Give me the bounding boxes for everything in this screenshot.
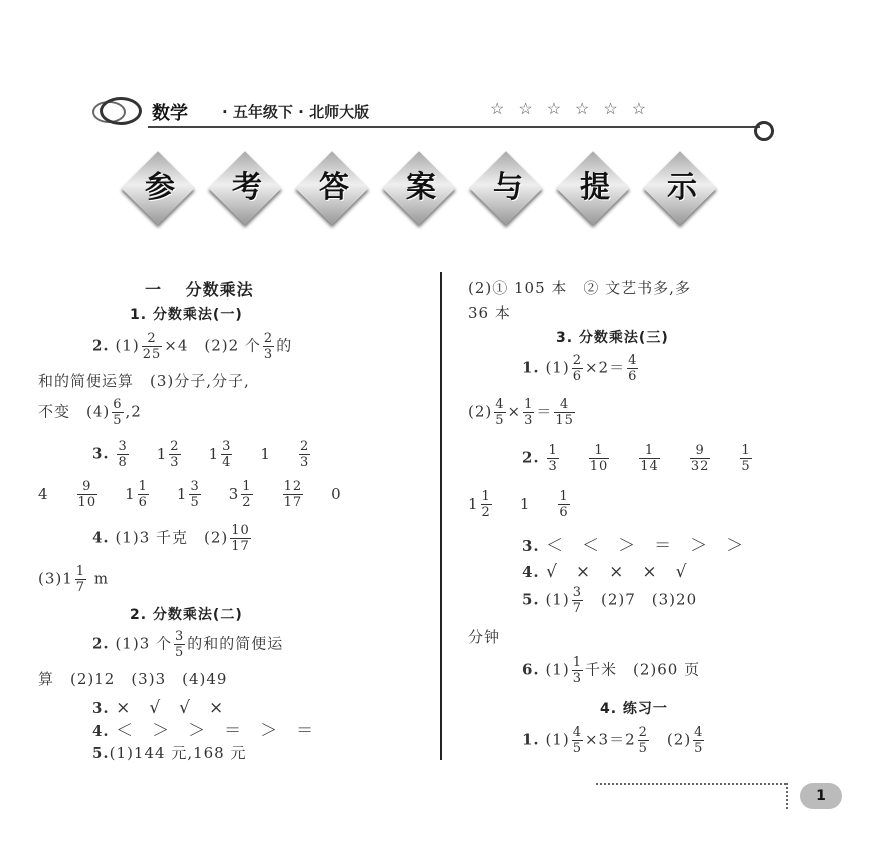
banner-char: 与 (466, 160, 550, 216)
fraction: $\frac{4}{5}$ (495, 397, 505, 428)
fraction: $\frac{1}{7}$ (75, 564, 86, 595)
fraction: $\frac{1}{10}$ (589, 443, 609, 474)
banner-char: 提 (553, 160, 637, 216)
fraction: $\frac{1}{3}$ (548, 443, 558, 474)
fraction: $\frac{4}{5}$ (572, 725, 582, 756)
mixed-list (545, 443, 779, 474)
unit-title: 一 分数乘法 (145, 280, 254, 299)
fraction: $\frac{3}{5}$ (175, 629, 185, 660)
fraction: $\frac{12}{17}$ (283, 479, 303, 510)
fraction: $\frac{1}{14}$ (640, 443, 659, 474)
section-heading-1: 1. 分数乘法(一) (130, 307, 243, 323)
header-star-icons: ☆☆☆☆☆☆ (490, 99, 661, 118)
fraction: $\frac{3}{4}$ (222, 439, 232, 470)
answer-value: 1 $\frac{3}{4}$ (208, 439, 232, 470)
s3-q1-line2: (2) $\frac{4}{5}$ × $\frac{1}{3}$ ＝ $\frac{4}{15}$ (468, 397, 574, 428)
s3-q4: 4. √ × × × √ (522, 562, 688, 582)
fraction: $\frac{2}{25}$ (142, 331, 162, 362)
s1-q2-line1: 2. (1) $\frac{2}{25}$ ×4 (2)2 个 $\frac{2}{3}$ 的 (92, 331, 293, 362)
answer-value (556, 489, 571, 520)
fraction: $\frac{1}{3}$ (572, 655, 582, 686)
section-heading-2: 2. 分数乘法(二) (130, 607, 243, 623)
s1-q3-row2 (38, 480, 368, 509)
r-top-line1: (2)① 105 本 ② 文艺书多,多 (468, 279, 691, 297)
s3-q5-line2: 分钟 (468, 628, 501, 646)
s2-q2-line2: 算 (2)12 (3)3 (4)49 (38, 670, 228, 688)
s2-q4: 4. ＜ ＞ ＞ ＝ ＞ ＝ (92, 721, 315, 741)
s1-q4-line2: (3)1 $\frac{1}{7}$ m (38, 564, 110, 595)
s2-q5: 5.(1)144 元,168 元 (92, 744, 247, 762)
fraction: $\frac{2}{3}$ (299, 439, 310, 470)
mixed-list (468, 489, 598, 520)
answer-value (115, 439, 130, 470)
footer-dotted-rule-vertical (786, 783, 788, 809)
page-number-badge: 1 (800, 783, 842, 809)
fraction: $\frac{2}{3}$ (263, 331, 274, 362)
answer-value (545, 443, 560, 474)
fraction: $\frac{1}{3}$ (524, 397, 534, 428)
fraction: $\frac{9}{32}$ (690, 443, 710, 474)
answer-value: 3 $\frac{1}{2}$ (228, 479, 252, 510)
s1-q3-row1: 3. $\frac{3}{8}$ 1 $\frac{2}{3}$ 1 $\frac{3}{4}$ 1 $\frac{2}{3}$ (92, 440, 338, 469)
fraction: $\frac{3}{7}$ (572, 585, 582, 616)
fraction: $\frac{4}{6}$ (628, 353, 638, 384)
answer-value: 1 $\frac{2}{3}$ (156, 439, 180, 470)
answer-value (637, 443, 662, 474)
banner-char: 答 (292, 160, 376, 216)
fraction: $\frac{1}{6}$ (138, 479, 148, 510)
banner-char: 参 (118, 160, 202, 216)
s4-q1: 1. (1) $\frac{4}{5}$ ×3＝2 $\frac{2}{5}$ (2) $\frac{4}{5}$ (522, 725, 704, 756)
fraction: $\frac{1}{6}$ (559, 489, 569, 520)
s3-q6: 6. (1) $\frac{1}{3}$ 千米 (2)60 页 (522, 655, 701, 686)
fraction: $\frac{2}{5}$ (638, 725, 648, 756)
s3-q2-row1: 2. $\frac{1}{3}$ $\frac{1}{10}$ $\frac{1}{14}$ $\frac{9}{32}$ $\frac{1}{5}$ (522, 444, 780, 473)
footer-dotted-rule (596, 783, 786, 785)
s1-q4-line1: 4. (1)3 千克 (2) $\frac{10}{17}$ (92, 523, 250, 554)
fraction: $\frac{4}{15}$ (555, 397, 574, 428)
answer-value: 1 $\frac{1}{6}$ (125, 479, 148, 510)
answer-value: 1 (260, 444, 271, 463)
answer-value (738, 443, 753, 474)
answer-value (75, 479, 100, 510)
banner-char: 示 (640, 160, 724, 216)
s3-q3: 3. ＜ ＜ ＞ ＝ ＞ ＞ (522, 536, 745, 556)
answer-value: 1 (519, 494, 531, 513)
s1-q2-line3: 不变 (4) $\frac{6}{5}$ ,2 (38, 397, 142, 428)
header-rule-end-circle (754, 121, 774, 141)
answer-value (688, 443, 713, 474)
answer-value: 4 (38, 484, 49, 503)
header-rule (148, 126, 760, 128)
s2-q3: 3. × √ √ × (92, 698, 225, 718)
banner-char: 案 (379, 160, 463, 216)
answer-value (281, 479, 306, 510)
header-title: 数学 (152, 103, 188, 124)
s2-q2-line1: 2. (1)3 个 $\frac{3}{5}$ 的和的简便运 (92, 629, 284, 660)
mixed-list (38, 479, 368, 510)
fraction: $\frac{3}{5}$ (190, 479, 200, 510)
r-top-line2: 36 本 (468, 304, 511, 322)
answer-value: 0 (331, 484, 342, 503)
s1-q2-line2: 和的简便运算 (3)分子,分子, (38, 372, 250, 390)
banner-char: 考 (205, 160, 289, 216)
answer-value (297, 439, 312, 470)
s3-q1-line1: 1. (1) $\frac{2}{6}$ ×2＝ $\frac{4}{6}$ (522, 353, 638, 384)
section-heading-4: 4. 练习一 (600, 701, 668, 717)
fraction: $\frac{2}{3}$ (170, 439, 180, 470)
fraction: $\frac{6}{5}$ (113, 397, 123, 428)
answer-value: 1 $\frac{3}{5}$ (176, 479, 200, 510)
fraction: $\frac{10}{17}$ (231, 523, 250, 554)
fraction: $\frac{1}{2}$ (242, 479, 252, 510)
fraction: $\frac{1}{5}$ (741, 443, 751, 474)
fraction: $\frac{2}{6}$ (572, 353, 582, 384)
fraction: $\frac{1}{2}$ (481, 489, 491, 520)
header-ornament-ring-outer (100, 97, 142, 125)
column-divider (440, 272, 442, 760)
mixed-list (115, 439, 338, 470)
s3-q5-line1: 5. (1) $\frac{3}{7}$ (2)7 (3)20 (522, 585, 698, 616)
section-heading-3: 3. 分数乘法(三) (556, 330, 669, 346)
s3-q2-row2 (468, 490, 598, 519)
fraction: $\frac{9}{10}$ (77, 479, 97, 510)
answer-banner (118, 160, 728, 216)
fraction: $\frac{4}{5}$ (694, 725, 704, 756)
answer-value (587, 443, 612, 474)
fraction: $\frac{3}{8}$ (118, 439, 128, 470)
answer-value: 1 $\frac{1}{2}$ (468, 489, 491, 520)
header-subtitle: · 五年级下 · 北师大版 (222, 103, 370, 121)
